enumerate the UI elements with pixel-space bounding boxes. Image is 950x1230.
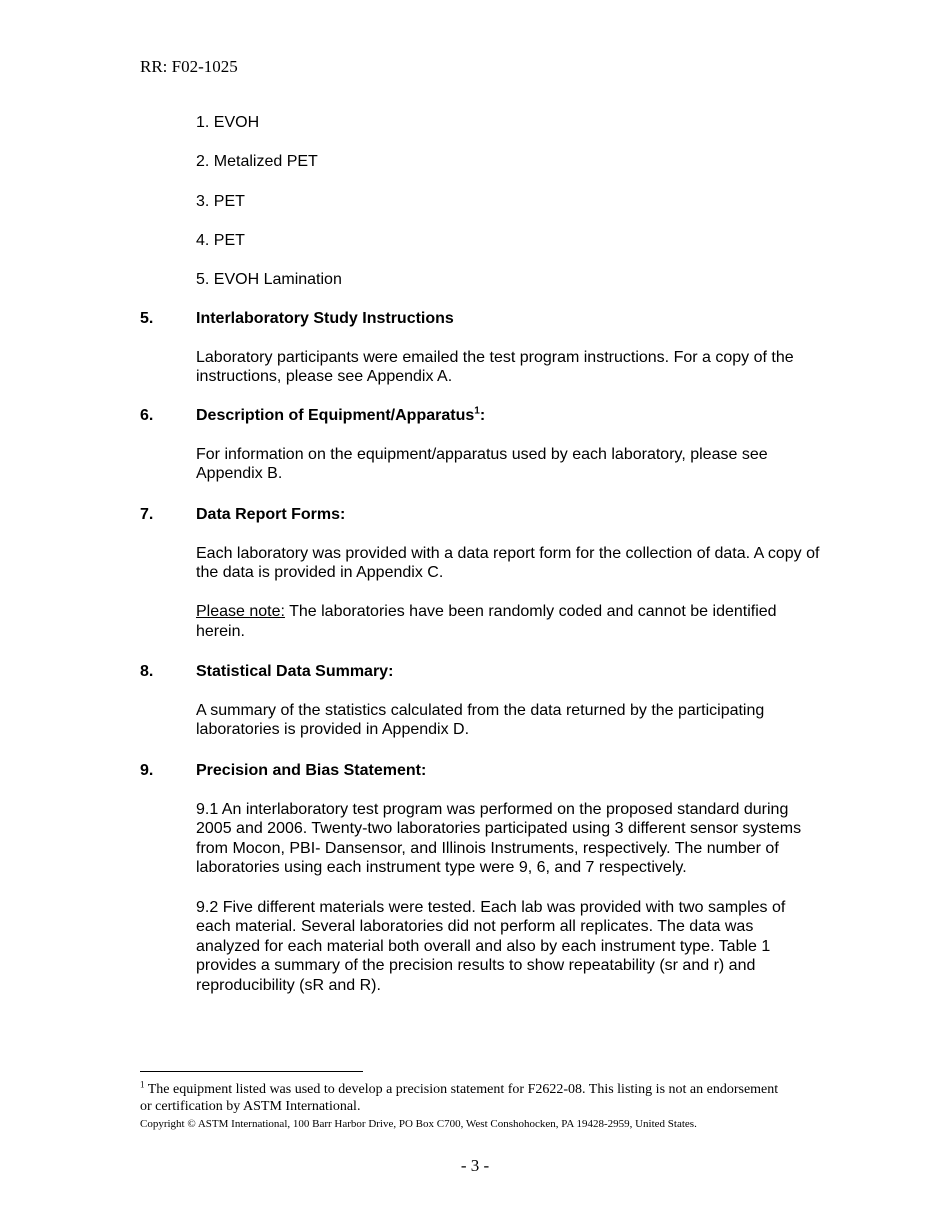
note-label: Please note: [196,603,285,621]
section-number: 5. [140,310,154,327]
section-title: Description of Equipment/Apparatus [196,407,475,424]
materials-list [196,113,342,309]
footnote-text: The equipment listed was used to develop a precision statement for F2622-08. This listing is not an endorsement or certification by ASTM International. [140,1082,779,1114]
section-5-heading [140,309,820,328]
section-7-note [196,602,820,641]
section-title: Interlaboratory Study Instructions [196,310,454,327]
section-title: Precision and Bias Statement: [196,762,427,779]
section-number: 7. [140,506,154,523]
footnote [140,1081,790,1115]
report-id-header: RR: F02-1025 [140,57,238,76]
section-9-paragraph-1: 9.1 An interlaboratory test program was performed on the proposed standard during 2005 and 2006. Twenty-two laboratories participated using 3 different sensor systems from Mocon, PBI- Dansensor, and Illinois Instruments, respectively. The number of laboratories using each instrument type were 9, 6, and 7 respectively. [196,800,802,877]
footnote-marker: 1 [140,1079,145,1090]
section-8-heading [140,662,820,681]
section-7 [140,505,820,642]
section-9-heading [140,761,820,780]
material-item: 5. EVOH Lamination [196,271,342,289]
material-item: 1. EVOH [196,114,260,131]
copyright-notice: Copyright © ASTM International, 100 Barr Harbor Drive, PO Box C700, West Conshohocken, PA 19428-2959, United States. [140,1118,697,1130]
section-7-heading [140,505,820,524]
footnote-divider [140,1071,363,1072]
section-7-body: Each laboratory was provided with a data report form for the collection of data. A copy of the data is provided in Appendix C. [196,544,820,582]
section-number: 8. [140,663,154,680]
section-number: 6. [140,407,154,424]
section-5-body: Laboratory participants were emailed the test program instructions. For a copy of the instructions, please see Appendix A. [196,348,794,386]
material-item: 4. PET [196,231,245,249]
section-9-paragraph-2: 9.2 Five different materials were tested. Each lab was provided with two samples of each material. Several laboratories did not perform all replicates. The data was analyzed for each material both overall and also by each instrument type. Table 1 provides a summary of the precision results to show repeatability (sr and r) and reproducibility (sR and R). [196,898,786,994]
section-6-heading [140,406,820,425]
material-item: 2. Metalized PET [196,153,318,171]
page-number: - 3 - [460,1156,490,1175]
section-8-body: A summary of the statistics calculated from the data returned by the participating laboratories is provided in Appendix D. [196,701,765,739]
section-title: Data Report Forms: [196,506,346,523]
section-title-wrap [196,406,485,425]
section-6 [140,406,820,484]
section-title: Statistical Data Summary: [196,663,394,680]
section-9 [140,761,820,996]
section-6-body: For information on the equipment/apparatus used by each laboratory, please see Appendix B. [196,445,768,483]
section-title-suffix: : [479,407,486,424]
footnote-reference: 1 [474,405,480,417]
section-5 [140,309,820,387]
material-item: 3. PET [196,192,245,210]
note-text: The laboratories have been randomly coded and cannot be identified herein. [196,603,777,640]
section-8 [140,662,820,740]
section-number: 9. [140,762,154,779]
